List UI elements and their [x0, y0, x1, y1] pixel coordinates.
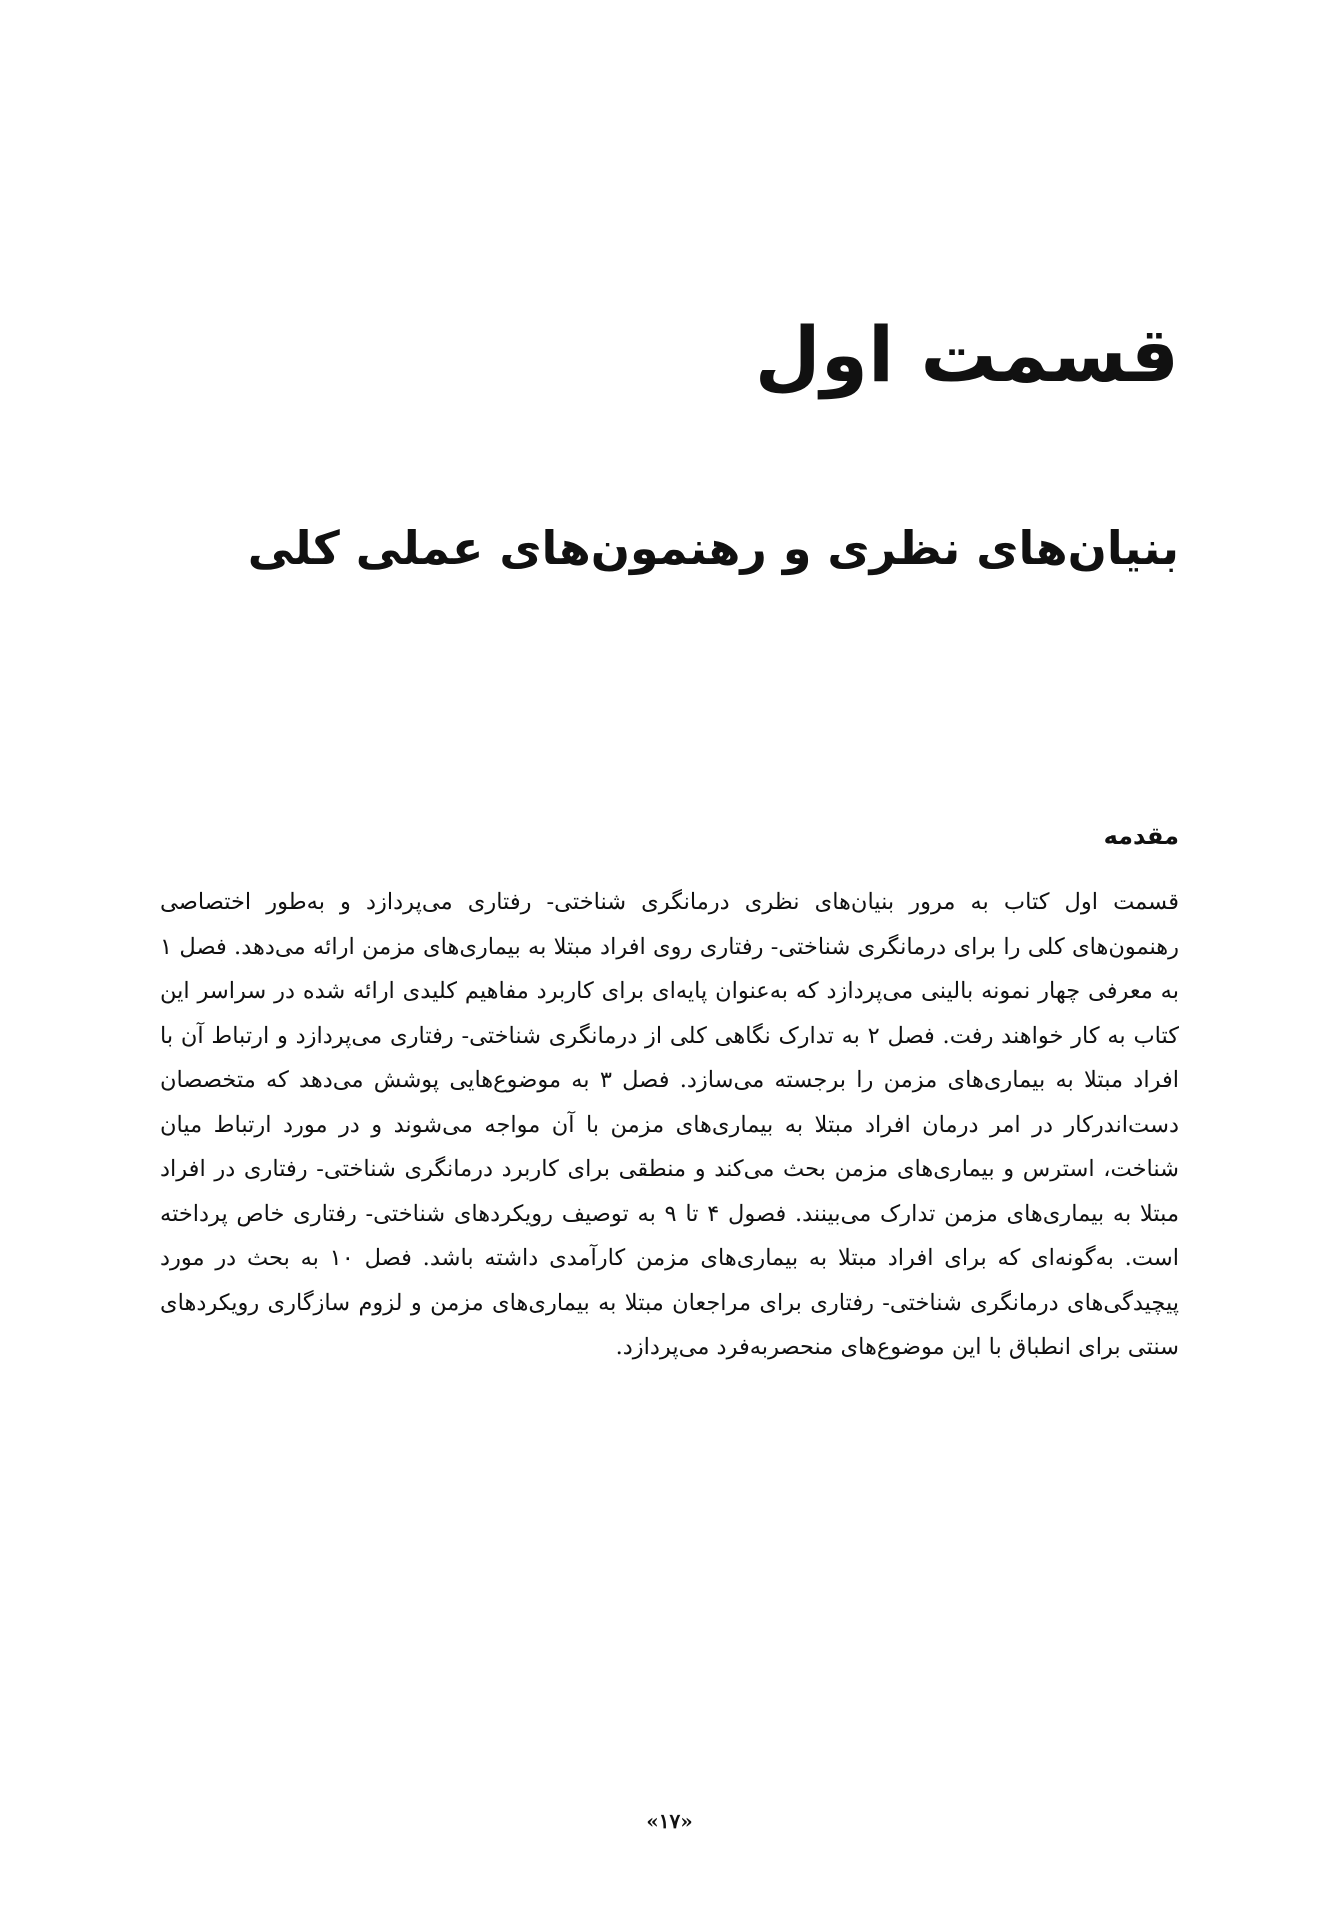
part-title: قسمت اول [754, 310, 1179, 399]
page-number: «۱۷» [646, 1809, 693, 1833]
introduction-paragraph: قسمت اول کتاب به مرور بنیان‌های نظری درمانگری شناختی- رفتاری می‌پردازد و به‌طور اختصاصی رهنمون‌های کلی را برای درمانگری شناختی- رفتاری روی افراد مبتلا به بیماری‌های مزمن ارائه می‌دهد. فصل ۱ به معرفی چهار نمونه بالینی می‌پردازد که به‌عنوان پایه‌ای برای کاربرد مفاهیم کلیدی ارائه شده در سراسر این کتاب به کار خواهند رفت. فصل ۲ به تدارک نگاهی کلی از درمانگری شناختی- رفتاری می‌پردازد و ارتباط آن با افراد مبتلا به بیماری‌های مزمن را برجسته می‌سازد. فصل ۳ به موضوع‌هایی پوشش می‌دهد که متخصصان دست‌اندرکار در امر درمان افراد مبتلا به بیماری‌های مزمن با آن مواجه می‌شوند و در مورد ارتباط میان شناخت، استرس و بیماری‌های مزمن بحث می‌کند و منطقی برای کاربرد درمانگری شناختی- رفتاری در افراد مبتلا به بیماری‌های مزمن تدارک می‌بینند. فصول ۴ تا ۹ به توصیف رویکردهای شناختی- رفتاری خاص پرداخته است. به‌گونه‌ای که برای افراد مبتلا به بیماری‌های مزمن کارآمدی داشته باشد. فصل ۱۰ به بحث در مورد پیچیدگی‌های درمانگری شناختی- رفتاری برای مراجعان مبتلا به بیماری‌های مزمن و لزوم سازگاری رویکردهای سنتی برای انطباق با این موضوع‌های منحصربه‌فرد می‌پردازد. [160, 889, 1179, 1360]
section-heading-introduction: مقدمه [1103, 822, 1179, 850]
part-subtitle: بنیان‌های نظری و رهنمون‌های عملی کلی [247, 521, 1179, 575]
